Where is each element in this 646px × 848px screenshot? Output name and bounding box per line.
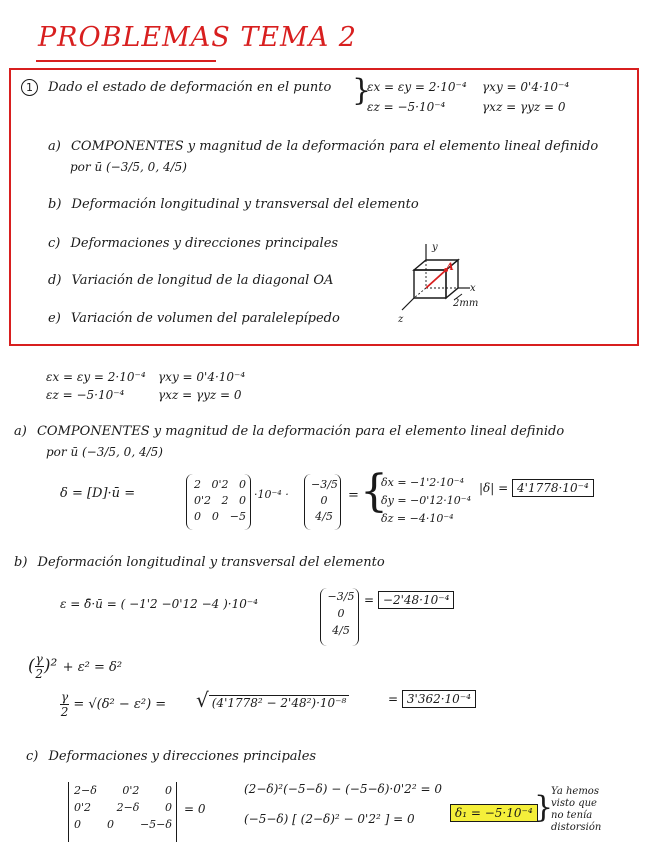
det-left-bar bbox=[68, 782, 69, 842]
sol-a-heading-text: COMPONENTES y magnitud de la deformación para el elemento lineal definido bbox=[36, 424, 565, 439]
sol-c-heading-text: Deformaciones y direcciones principales bbox=[48, 749, 317, 764]
det-cell: 0'2 bbox=[74, 801, 92, 814]
part-d-text: Variación de longitud de la diagonal OA bbox=[71, 273, 334, 288]
sol-b-heading-text: Deformación longitudinal y transversal del elemento bbox=[37, 555, 385, 570]
gamma-eq bbox=[60, 690, 166, 719]
given-brace: } bbox=[352, 73, 372, 108]
part-c bbox=[48, 236, 338, 251]
det-cell: 0 bbox=[165, 784, 172, 797]
relation-eq: ( $\frac{\gamma}{2}$ )² + ε² = δ² bbox=[28, 652, 123, 681]
sqrt-sign: √ bbox=[196, 688, 209, 712]
figure-y-label: y bbox=[432, 242, 438, 253]
gamma-result-eq: = bbox=[388, 692, 399, 706]
principal-root: δ₁ = −5·10⁻⁴ bbox=[450, 804, 538, 822]
results-brace: { bbox=[360, 466, 388, 517]
gamma-lhs: = √(δ² − ε²) = bbox=[73, 697, 167, 712]
sol-a-heading bbox=[14, 424, 564, 439]
sol-b-heading bbox=[14, 555, 385, 570]
det-cell: 2−δ bbox=[74, 784, 97, 797]
gamma-den: 2 bbox=[35, 667, 44, 681]
part-c-text: Deformaciones y direcciones principales bbox=[70, 236, 339, 251]
gamma-den-2: 2 bbox=[60, 705, 69, 719]
gamma-sqrt bbox=[196, 688, 349, 712]
det-cell: 0 bbox=[106, 818, 114, 831]
matrix-d-cell: 0 bbox=[239, 494, 246, 507]
matrix-d-cell: 0'2 bbox=[194, 494, 212, 507]
det-cell: 0 bbox=[74, 818, 81, 831]
part-b bbox=[48, 197, 419, 212]
result-dx: δx = −1'2·10⁻⁴ bbox=[381, 476, 464, 489]
part-a-vector: por ū (−3/5, 0, 4/5) bbox=[70, 160, 187, 174]
matrix-d-cell: 0 bbox=[194, 510, 201, 523]
matrix-d-cell: 0'2 bbox=[211, 478, 229, 491]
gamma-num-2: γ bbox=[61, 690, 69, 704]
eps-value: −2'48·10⁻⁴ bbox=[378, 591, 455, 609]
cube-hidden-edge bbox=[414, 288, 426, 298]
given-ex-ey: εx = εy = 2·10⁻⁴ bbox=[367, 80, 467, 94]
figure-x-label: x bbox=[470, 283, 476, 294]
matrix-d-cell: 2 bbox=[221, 494, 229, 507]
det-right-bar bbox=[176, 782, 177, 842]
det-cell: 0 bbox=[165, 801, 172, 814]
mag-label: |δ| = bbox=[479, 481, 509, 495]
part-b-label: b) bbox=[48, 197, 62, 212]
vector-u2-cell: 0 bbox=[337, 607, 345, 620]
det-eq-zero: = 0 bbox=[184, 802, 206, 816]
gamma-value: 3'362·10⁻⁴ bbox=[402, 690, 476, 708]
part-d bbox=[48, 273, 333, 288]
char-eq-1: (2−δ)²(−5−δ) − (−5−δ)·0'2² = 0 bbox=[244, 782, 442, 796]
statement-text: Dado el estado de deformación en el punto bbox=[48, 80, 332, 95]
note bbox=[551, 786, 601, 834]
sol-given-gxz-gyz: γxz = γyz = 0 bbox=[158, 388, 242, 402]
note-line: no tenía bbox=[551, 810, 593, 821]
figure-a-label: A bbox=[446, 262, 454, 273]
sol-a-vector-def: por ū (−3/5, 0, 4/5) bbox=[46, 445, 163, 459]
gamma-over-two bbox=[35, 652, 44, 681]
vector-u-cell: −3/5 bbox=[311, 478, 338, 491]
sol-given-gxy: γxy = 0'4·10⁻⁴ bbox=[158, 370, 246, 384]
figure-dim-label: 2mm bbox=[453, 298, 479, 309]
note-line: visto que bbox=[551, 798, 597, 809]
vector-u bbox=[311, 478, 337, 523]
char-eq-2: (−5−δ) [ (2−δ)² − 0'2² ] = 0 bbox=[244, 812, 415, 826]
given-gxz-gyz: γxz = γyz = 0 bbox=[482, 100, 566, 114]
problem-number: 1 bbox=[21, 79, 38, 96]
result-dz: δz = −4·10⁻⁴ bbox=[381, 512, 454, 525]
vector-u-cell: 0 bbox=[320, 494, 328, 507]
relation-rest: + ε² = δ² bbox=[62, 660, 123, 675]
det-matrix bbox=[74, 784, 172, 831]
det-cell: −5−δ bbox=[139, 818, 172, 831]
sol-b-label: b) bbox=[14, 555, 28, 570]
z-axis bbox=[402, 298, 414, 310]
vector-u-cell: 4/5 bbox=[315, 510, 333, 523]
eps-eq: = bbox=[364, 593, 375, 607]
gamma-inner: (4'1778² − 2'48²)·10⁻⁸ bbox=[209, 695, 350, 710]
sol-c-heading bbox=[26, 749, 316, 764]
gamma-over-two-2 bbox=[60, 690, 69, 719]
matrix-d-left-paren bbox=[186, 474, 193, 530]
vector-u2-cell: −3/5 bbox=[327, 590, 355, 603]
given-gxy: γxy = 0'4·10⁻⁴ bbox=[482, 80, 570, 94]
note-line: Ya hemos bbox=[551, 786, 599, 797]
given-ez: εz = −5·10⁻⁴ bbox=[367, 100, 446, 114]
part-c-label: c) bbox=[48, 236, 61, 251]
part-a-text: COMPONENTES y magnitud de la deformación para el elemento lineal definido bbox=[70, 139, 599, 154]
vector-u-left-paren bbox=[304, 474, 311, 530]
sol-given-ez: εz = −5·10⁻⁴ bbox=[46, 388, 125, 402]
sol-a-label: a) bbox=[14, 424, 27, 439]
note-line: distorsión bbox=[551, 822, 602, 833]
note-brace: } bbox=[534, 790, 554, 825]
sol-a-factor: ·10⁻⁴ · bbox=[254, 488, 289, 501]
sol-c-label: c) bbox=[26, 749, 39, 764]
eps-result bbox=[364, 593, 454, 607]
det-cell: 2−δ bbox=[116, 801, 140, 814]
root-box bbox=[450, 806, 538, 820]
part-e-text: Variación de volumen del paralelepípedo bbox=[70, 311, 340, 326]
matrix-d-cell: 0 bbox=[211, 510, 219, 523]
problem-statement bbox=[21, 79, 331, 96]
diagonal-oa bbox=[426, 270, 446, 288]
title-underline bbox=[36, 60, 216, 62]
eps-lhs: ε = δ̄·ū = ( −1'2 −0'12 −4 )·10⁻⁴ bbox=[60, 597, 258, 611]
mag-value: 4'1778·10⁻⁴ bbox=[512, 479, 594, 497]
part-b-text: Deformación longitudinal y transversal del elemento bbox=[71, 197, 419, 212]
sol-given-ex-ey: εx = εy = 2·10⁻⁴ bbox=[46, 370, 146, 384]
sol-a-magnitude bbox=[479, 481, 594, 495]
gamma-result bbox=[388, 692, 476, 706]
sol-a-eq: = bbox=[348, 488, 359, 503]
page-title: PROBLEMAS TEMA 2 bbox=[38, 22, 357, 53]
vector-u2-cell: 4/5 bbox=[332, 624, 350, 637]
result-dy: δy = −0'12·10⁻⁴ bbox=[381, 494, 471, 507]
matrix-d-cell: −5 bbox=[229, 510, 246, 523]
matrix-d bbox=[194, 478, 246, 523]
det-cell: 0'2 bbox=[122, 784, 140, 797]
part-e bbox=[48, 311, 340, 326]
matrix-d-cell: 0 bbox=[239, 478, 246, 491]
part-a-label: a) bbox=[48, 139, 61, 154]
gamma-num: γ bbox=[35, 652, 43, 666]
part-e-label: e) bbox=[48, 311, 61, 326]
sol-a-lhs: δ = [D]·ū = bbox=[60, 486, 136, 501]
part-a bbox=[48, 139, 598, 154]
figure-z-label: z bbox=[398, 314, 404, 325]
matrix-d-cell: 2 bbox=[194, 478, 201, 491]
vector-u2 bbox=[326, 590, 356, 637]
part-d-label: d) bbox=[48, 273, 62, 288]
